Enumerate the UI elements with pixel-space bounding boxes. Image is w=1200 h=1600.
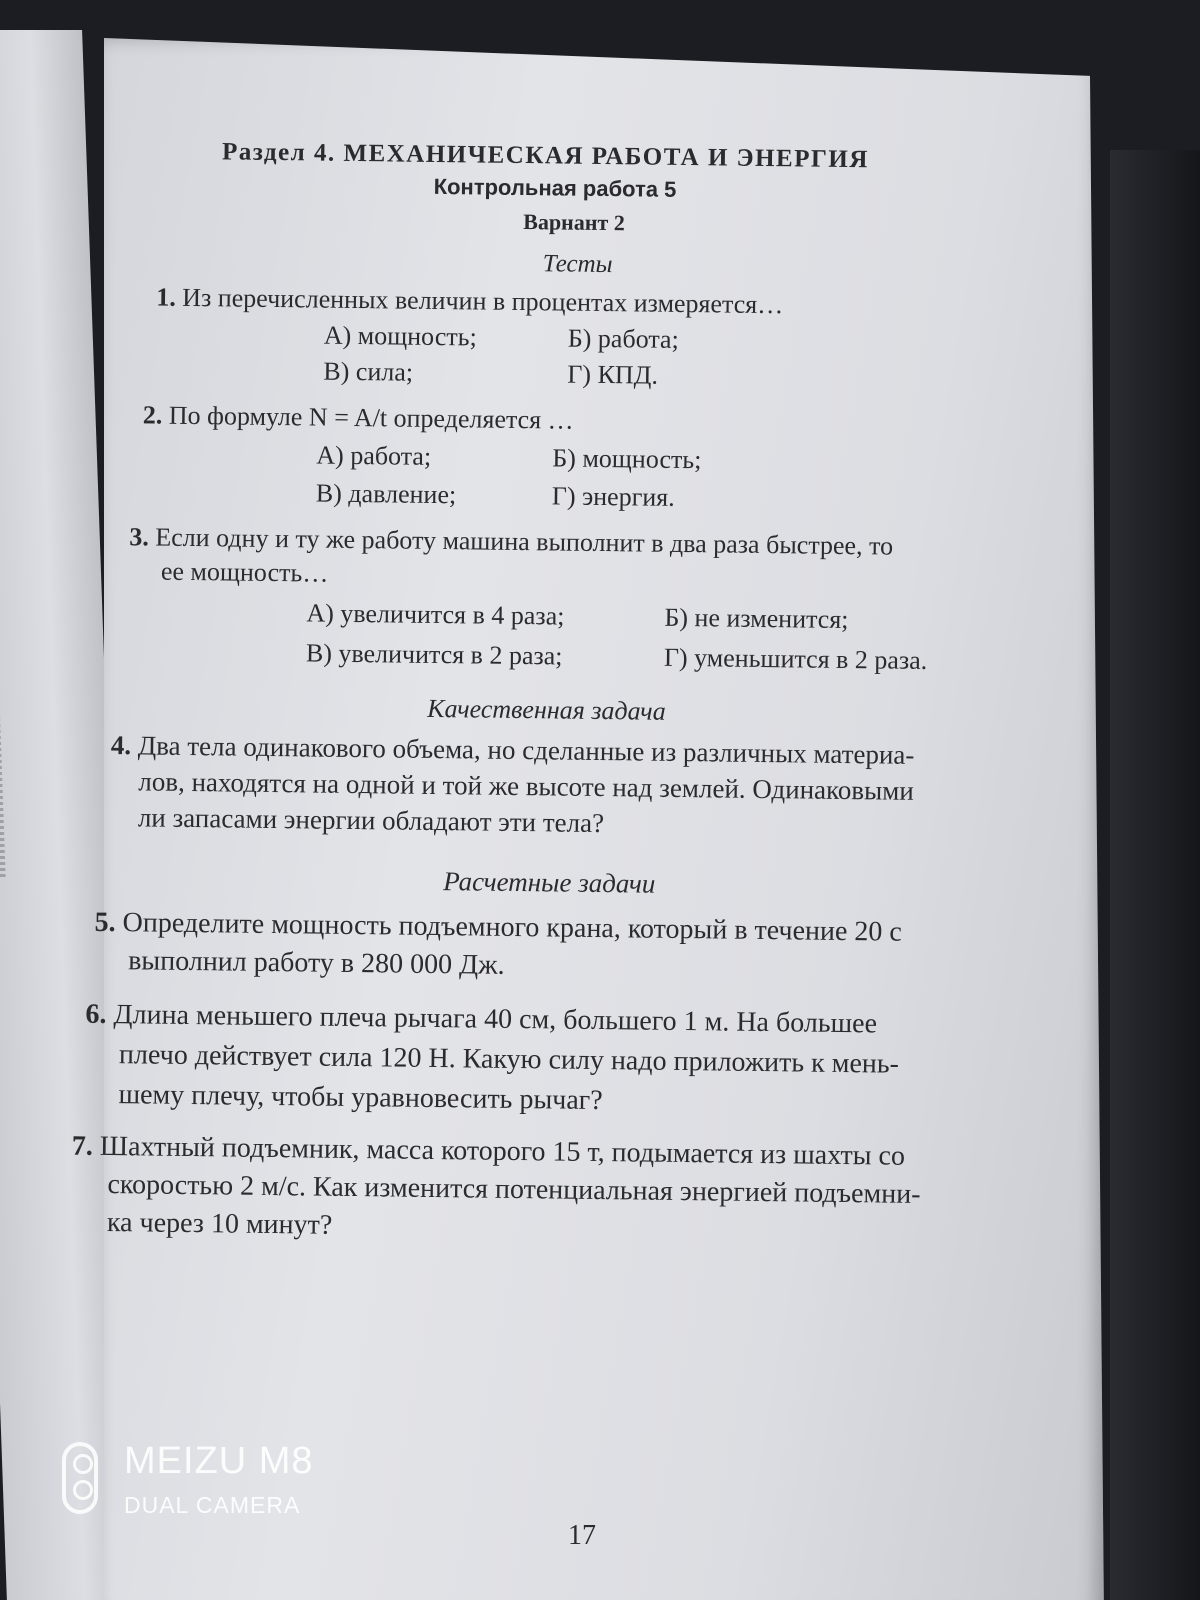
question-6-line-2: плечо действует сила 120 Н. Какую силу надо приложить к мень- <box>118 1039 900 1080</box>
q2-option-b: Б) мощность; <box>552 443 702 475</box>
question-number: 3. <box>129 522 150 552</box>
question-6-line-3: шему плечу, чтобы уравновесить рычаг? <box>118 1079 603 1117</box>
q1-option-b: Б) работа; <box>567 323 679 354</box>
camera-icon <box>62 1442 98 1514</box>
work-title: Контрольная работа 5 <box>433 173 677 202</box>
question-3-continued: ее мощность… <box>160 556 329 588</box>
question-7-line-3: ка через 10 минут? <box>106 1207 333 1241</box>
watermark-subtitle: DUAL CAMERA <box>124 1492 301 1518</box>
variant-label: Варнант 2 <box>523 209 625 236</box>
question-number: 1. <box>156 282 176 312</box>
watermark-brand: MEIZU M8 <box>124 1440 314 1482</box>
question-text: Из перечисленных величин в процентах измеряется… <box>182 282 784 320</box>
question-number: 2. <box>142 400 163 430</box>
qualitative-heading: Качественная задача <box>427 693 666 726</box>
q1-option-d: Г) КПД. <box>567 359 659 390</box>
question-6 <box>85 998 877 1042</box>
question-text: Длина меньшего плеча рычага 40 см, большего 1 м. На большее <box>113 999 878 1040</box>
q3-option-d: Г) уменьшится в 2 раза. <box>663 642 928 675</box>
q1-option-c: В) сила; <box>323 356 414 387</box>
q3-option-a: А) увеличится в 4 раза; <box>306 598 565 631</box>
question-number: 7. <box>71 1130 94 1162</box>
section-title: Раздел 4. МЕХАНИЧЕСКАЯ РАБОТА И ЭНЕРГИЯ <box>221 138 870 174</box>
page-number: 17 <box>568 1520 596 1551</box>
question-number: 4. <box>110 730 132 761</box>
question-text: По формуле N = A/t определяется … <box>168 400 574 435</box>
question-number: 5. <box>94 906 116 939</box>
question-2 <box>143 398 574 437</box>
question-text: Шахтный подъемник, масса которого 15 т, подымается из шахты со <box>99 1130 906 1172</box>
question-7-line-2: скоростью 2 м/с. Как изменится потенциальная энергией подъемни- <box>107 1169 921 1210</box>
q3-option-c: В) увеличится в 2 раза; <box>305 638 563 671</box>
q3-option-b: Б) не изменится; <box>664 602 849 635</box>
question-text: Если одну и ту же работу машина выполнит в два раза быстрее, то <box>155 522 894 561</box>
desk-background <box>1110 150 1200 1600</box>
q2-option-d: Г) энергия. <box>551 481 675 512</box>
question-5 <box>94 906 902 950</box>
question-5-line-2: выполнил работу в 280 000 Дж. <box>127 945 505 981</box>
question-7 <box>72 1130 905 1174</box>
q2-option-c: В) давление; <box>315 478 457 510</box>
tests-heading: Тесты <box>542 250 613 279</box>
question-text: Два тела одинакового объема, но сделанные из различных материа- <box>137 730 915 770</box>
calc-heading: Расчетные задачи <box>442 866 656 899</box>
left-page-text-strip <box>0 670 6 880</box>
question-1 <box>156 281 783 323</box>
page-content <box>71 0 1105 1600</box>
question-number: 6. <box>85 998 107 1030</box>
q1-option-a: А) мощность; <box>323 320 477 352</box>
question-text: Определите мощность подъемного крана, который в течение 20 с <box>122 907 902 948</box>
question-4-line-3: ли запасами энергии обладают эти тела? <box>137 802 605 839</box>
q2-option-a: А) работа; <box>316 440 432 471</box>
question-4-line-2: лов, находятся на одной и той же высоте над землей. Одинаковыми <box>138 766 914 806</box>
